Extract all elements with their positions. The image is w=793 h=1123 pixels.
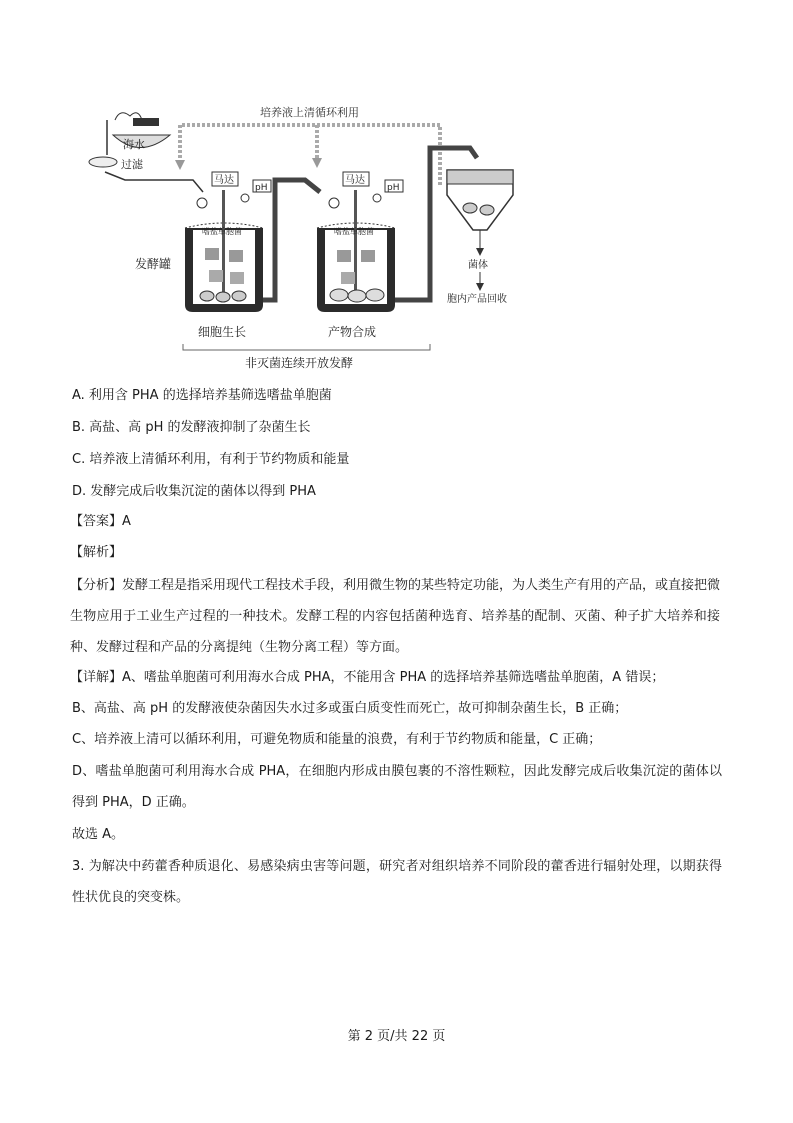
motor-label-2: 马达 [345,175,365,186]
seawater-label: 海水 [123,138,145,151]
fermenter-2 [317,190,395,312]
analysis-paragraph: 【分析】发酵工程是指采用现代工程技术手段，利用微生物的某些特定功能，为人类生产有用的产品，或直接把微生物应用于工业生产过程的一种技术。发酵工程的内容包括菌种选育、培养基的配制、灭菌、种子扩大培养和接种、发酵过程和产品的分离提纯（生物分离工程）等方面。 [70,578,721,655]
bacteria-label-2: 嗜盐单胞菌 [334,227,374,236]
ph-probe-icon [373,194,381,202]
filter-icon [89,157,117,167]
stage2-label: 产物合成 [328,325,377,339]
bacteria-label-1: 嗜盐单胞菌 [202,227,242,236]
feed-pipe [105,172,203,192]
option-a: A. 利用含 PHA 的选择培养基筛选嗜盐单胞菌 [72,388,332,403]
ph-probe-icon [241,194,249,202]
arrow-head [476,248,484,256]
detail-b: B、高盐、高 pH 的发酵液使杂菌因失水过多或蛋白质变性而死亡，故可抑制杂菌生长，B 正确； [72,701,628,716]
recovery-label: 胞内产品回收 [447,294,507,305]
detail-a: 【详解】A、嗜盐单胞菌可利用海水合成 PHA，不能用含 PHA 的选择培养基筛选嗜盐单胞菌，A 错误； [70,670,665,685]
ph-label-1: pH [255,183,268,193]
analysis-heading: 【解析】 [70,545,123,560]
page-footer: 第 2 页/共 22 页 [347,1029,446,1044]
valve-icon [197,198,207,208]
fermenter-1 [185,190,263,312]
option-c: C. 培养液上清循环利用，有利于节约物质和能量 [72,452,350,467]
filter-label: 过滤 [121,158,143,171]
conclusion: 故选 A。 [72,827,125,842]
bottom-brace [183,344,430,350]
next-question: 3. 为解决中药藿香种质退化、易感染病虫害等问题，研究者对组织培养不同阶段的藿香进行辐射处理，以期获得性状优良的突变株。 [72,859,722,905]
transfer-pipe [263,180,320,300]
option-d: D. 发酵完成后收集沉淀的菌体以得到 PHA [72,484,316,499]
fermentation-process-figure [85,100,525,375]
cells-label: 菌体 [468,260,488,271]
impeller-shaft [222,190,225,300]
ship-icon [133,118,159,126]
detail-c: C、培养液上清可以循环利用，可避免物质和能量的浪费，有利于节约物质和能量，C 正确； [72,732,602,747]
arrow-head [175,160,185,170]
bottom-label: 非灭菌连续开放发酵 [245,356,354,370]
detail-d: D、嗜盐单胞菌可利用海水合成 PHA，在细胞内形成由膜包裹的不溶性颗粒，因此发酵完成后收集沉淀的菌体以得到 PHA，D 正确。 [72,764,722,810]
fermenter-label: 发酵罐 [135,257,172,271]
recycle-label: 培养液上清循环利用 [260,106,359,119]
answer: 【答案】A [70,514,131,529]
ph-label-2: pH [387,183,400,193]
stage1-label: 细胞生长 [198,325,247,339]
arrow-head [476,283,484,291]
arrow-head [312,158,322,168]
option-b: B. 高盐、高 pH 的发酵液抑制了杂菌生长 [72,420,311,435]
separator-cone [447,170,513,230]
motor-label-1: 马达 [214,175,234,186]
valve-icon [329,198,339,208]
